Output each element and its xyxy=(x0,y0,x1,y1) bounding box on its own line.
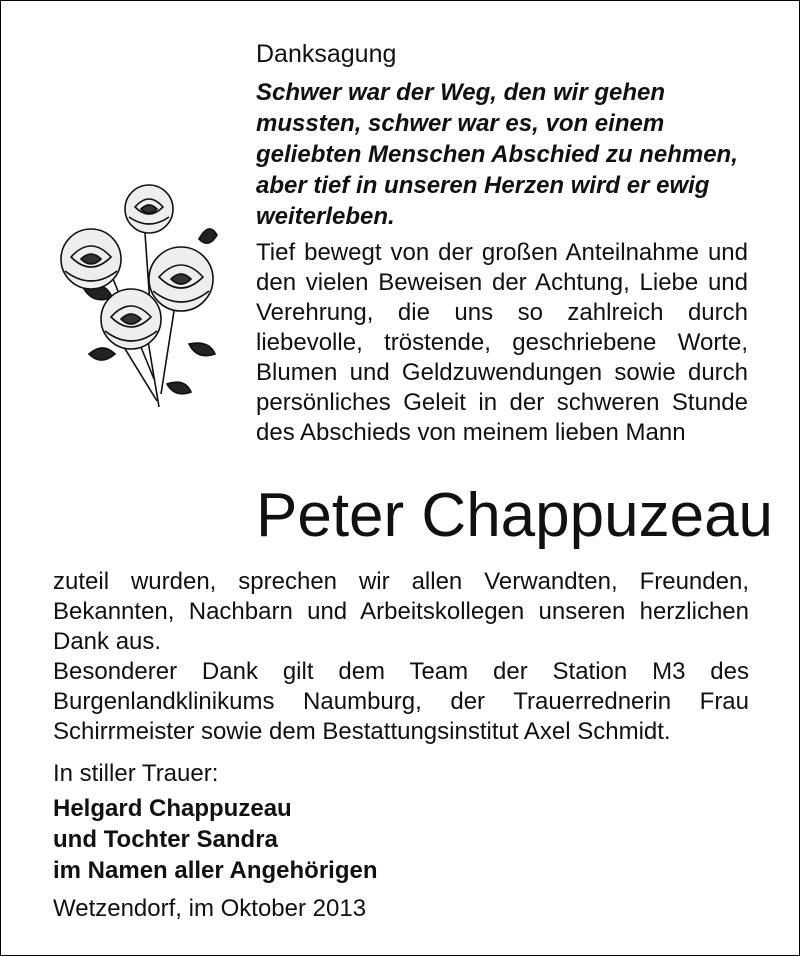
mourning-label: In stiller Trauer: xyxy=(53,760,219,787)
roses-bouquet-icon xyxy=(49,179,219,409)
intro-paragraph: Tief bewegt von der großen Anteilnahme und den vielen Beweisen der Achtung, Liebe und Verehrung, die uns so zahlreich durch liebevolle, tröstende, geschriebene Worte, Blumen und Geldzuwendungen sowie durch persönliches Geleit in der schweren Stunde des Abschieds von meinem lieben Mann xyxy=(256,239,748,446)
thanks-paragraph: zuteil wurden, sprechen wir allen Verwandten, Freunden, Bekannten, Nachbarn und Arbeitskollegen unseren herzlichen Dank aus. xyxy=(53,568,749,655)
mourner-line: im Namen aller Angehörigen xyxy=(53,857,378,884)
mourner-line: Helgard Chappuzeau xyxy=(53,795,292,822)
memorial-quote: Schwer war der Weg, den wir gehen mussten, schwer war es, von einem geliebten Menschen Abschied zu nehmen, aber tief in unseren Herzen wird er ewig weiterleben. xyxy=(256,79,738,230)
signoff-section xyxy=(53,759,653,924)
special-thanks-paragraph: Besonderer Dank gilt dem Team der Station M3 des Burgenlandklinikums Naumburg, der Trauerrednerin Frau Schirrmeister sowie dem Bestattungsinstitut Axel Schmidt. xyxy=(53,658,749,745)
deceased-name: Peter Chappuzeau xyxy=(256,481,774,550)
notice-heading: Danksagung xyxy=(256,40,397,68)
place-date: Wetzendorf, im Oktober 2013 xyxy=(53,895,367,922)
top-text-column xyxy=(256,39,748,448)
mourner-line: und Tochter Sandra xyxy=(53,826,278,853)
thanks-section xyxy=(53,567,749,747)
